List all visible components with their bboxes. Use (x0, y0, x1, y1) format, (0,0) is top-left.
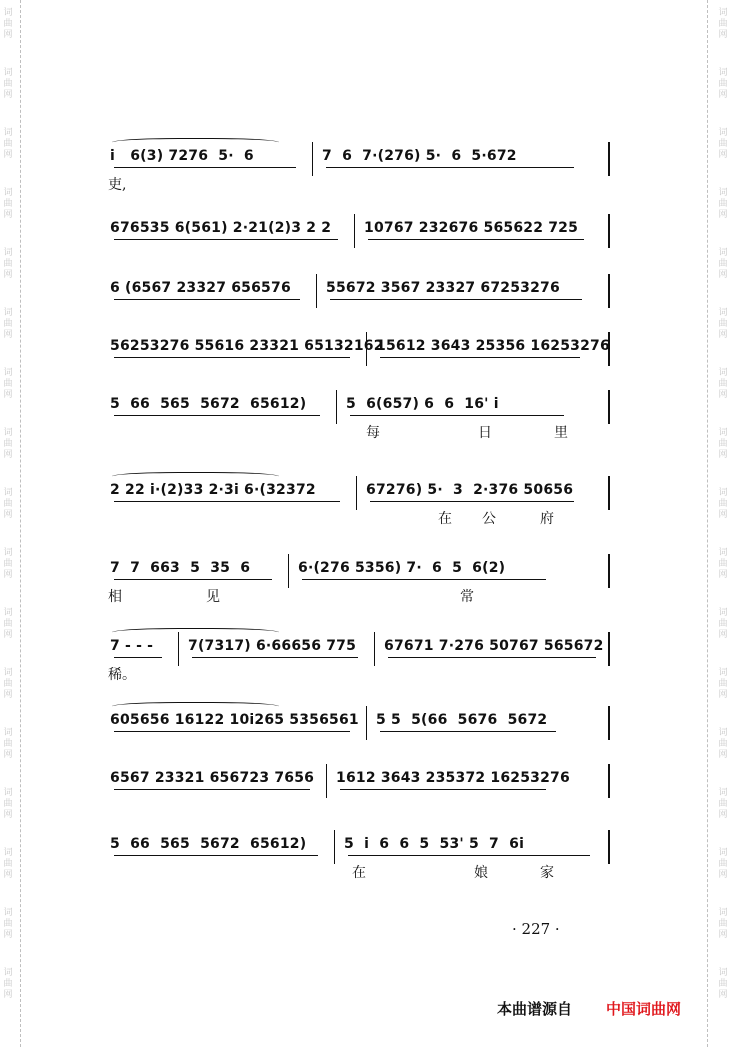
measure-notes: 5 5 5(66 5676 5672 (376, 712, 548, 728)
measure-notes: 7 - - - (110, 638, 154, 654)
watermark-mark: 词 曲 网 (3, 488, 13, 520)
notation-line (108, 280, 610, 302)
lyrics-line (108, 586, 610, 608)
measure-notes: 1612 3643 235372 16253276 (336, 770, 570, 786)
watermark-mark: 词 曲 网 (718, 128, 728, 160)
watermark-mark: 词 曲 网 (718, 668, 728, 700)
watermark-mark: 词 曲 网 (3, 548, 13, 580)
watermark-mark: 词 曲 网 (718, 908, 728, 940)
watermark-mark: 词 曲 网 (3, 848, 13, 880)
measure-notes: 2 22 i̇·(2)33 2·3i̇ 6·(32372 (110, 482, 316, 498)
watermark-mark: 词 曲 网 (3, 368, 13, 400)
measure-notes: 15612 3643 25356 16253276 (376, 338, 610, 354)
watermark-mark: 词 曲 网 (718, 8, 728, 40)
measure-notes: 6 (6567 23327 656576 (110, 280, 291, 296)
lyric-char: 在 (352, 865, 366, 881)
lyric-char: 常 (460, 589, 474, 605)
notation-line (108, 338, 610, 360)
watermark-mark: 词 曲 网 (3, 128, 13, 160)
score-row (108, 712, 610, 772)
lyrics-line (108, 862, 610, 884)
lyrics-line (108, 664, 610, 686)
source-label: 本曲谱源自 (497, 1000, 573, 1018)
score-row (108, 560, 610, 620)
lyrics-line (108, 364, 610, 386)
watermark-mark: 词 曲 网 (3, 968, 13, 1000)
lyric-char: 娘 (474, 865, 488, 881)
lyric-char: 吏, (108, 177, 127, 193)
watermark-mark: 词 曲 网 (718, 428, 728, 460)
lyrics-line (108, 246, 610, 268)
measure-notes: 67276) 5· 3 2·376 50656 (366, 482, 574, 498)
measure-notes: 6567 23321 656723 7656 (110, 770, 315, 786)
left-dashed-rule (20, 0, 21, 1047)
watermark-mark: 词 曲 网 (718, 488, 728, 520)
watermark-mark: 词 曲 网 (718, 188, 728, 220)
watermark-mark: 词 曲 网 (3, 788, 13, 820)
notation-line (108, 638, 610, 660)
measure-notes: 6·(276 5356) 7· 6 5 6(2) (298, 560, 506, 576)
notation-line (108, 712, 610, 734)
left-watermark-strip (0, 0, 14, 1047)
score-row (108, 836, 610, 896)
lyrics-line (108, 422, 610, 444)
right-watermark-strip (715, 0, 729, 1047)
lyric-char: 府 (540, 511, 554, 527)
measure-notes: 5 6(657) 6 6 16' i̇ (346, 396, 499, 412)
notation-line (108, 770, 610, 792)
watermark-mark: 词 曲 网 (3, 428, 13, 460)
score-row (108, 280, 610, 340)
watermark-mark: 词 曲 网 (718, 68, 728, 100)
lyrics-line (108, 738, 610, 760)
measure-notes: 7 7 663 5 35 6 (110, 560, 251, 576)
watermark-mark: 词 曲 网 (3, 248, 13, 280)
watermark-mark: 词 曲 网 (3, 308, 13, 340)
watermark-mark: 词 曲 网 (718, 608, 728, 640)
watermark-mark: 词 曲 网 (718, 548, 728, 580)
watermark-mark: 词 曲 网 (718, 848, 728, 880)
measure-notes: 5 66 565 5672 65612) (110, 396, 307, 412)
measure-notes: 605656 16122 10i265 5356561 (110, 712, 359, 728)
lyrics-line (108, 508, 610, 530)
watermark-mark: 词 曲 网 (718, 248, 728, 280)
measure-notes: 10767 232676 565622 725 (364, 220, 579, 236)
watermark-mark: 词 曲 网 (3, 608, 13, 640)
watermark-mark: 词 曲 网 (3, 728, 13, 760)
lyric-char: 在 (438, 511, 452, 527)
measure-notes: 5 i̇ 6 6 5 53' 5 7 6i̇ (344, 836, 525, 852)
lyric-char: 日 (478, 425, 492, 441)
watermark-mark: 词 曲 网 (3, 188, 13, 220)
watermark-mark: 词 曲 网 (3, 668, 13, 700)
notation-line (108, 148, 610, 170)
watermark-mark: 词 曲 网 (3, 908, 13, 940)
lyric-char: 里 (554, 425, 568, 441)
watermark-mark: 词 曲 网 (3, 68, 13, 100)
page-number: · 227 · (512, 920, 560, 938)
notation-line (108, 220, 610, 242)
lyrics-line (108, 306, 610, 328)
score-row (108, 770, 610, 830)
watermark-mark: 词 曲 网 (718, 728, 728, 760)
lyric-char: 每 (366, 425, 380, 441)
score-row (108, 338, 610, 398)
measure-notes: 5 66 565 5672 65612) (110, 836, 307, 852)
measure-notes: 676535 6(561) 2·21(2)3 2 2 (110, 220, 332, 236)
watermark-mark: 词 曲 网 (718, 968, 728, 1000)
lyric-char: 见 (206, 589, 220, 605)
watermark-mark: 词 曲 网 (3, 8, 13, 40)
score-row (108, 220, 610, 280)
lyric-char: 稀。 (108, 667, 136, 683)
lyric-char: 相 (108, 589, 122, 605)
notation-line (108, 396, 610, 418)
measure-notes: 7(7317) 6·66656 775 (188, 638, 357, 654)
right-dashed-rule (707, 0, 708, 1047)
lyric-char: 家 (540, 865, 554, 881)
notation-line (108, 560, 610, 582)
lyrics-line (108, 174, 610, 196)
watermark-mark: 词 曲 网 (718, 368, 728, 400)
score-row (108, 482, 610, 542)
watermark-mark: 词 曲 网 (718, 788, 728, 820)
measure-notes: 55672 3567 23327 67253276 (326, 280, 560, 296)
notation-line (108, 482, 610, 504)
score-row (108, 148, 610, 208)
measure-notes: 7 6 7·(276) 5· 6 5·672 (322, 148, 517, 164)
site-name-link[interactable]: 中国词曲网 (606, 1000, 682, 1018)
measure-notes: 67671 7·276 50767 565672 (384, 638, 604, 654)
measure-notes: i̇ 6(3) 7276 5· 6 (110, 148, 254, 164)
score-row (108, 638, 610, 698)
notation-line (108, 836, 610, 858)
watermark-mark: 词 曲 网 (718, 308, 728, 340)
measure-notes: 56253276 55616 23321 65132162 (110, 338, 384, 354)
score-row (108, 396, 610, 456)
lyric-char: 公 (482, 511, 496, 527)
lyrics-line (108, 796, 610, 818)
